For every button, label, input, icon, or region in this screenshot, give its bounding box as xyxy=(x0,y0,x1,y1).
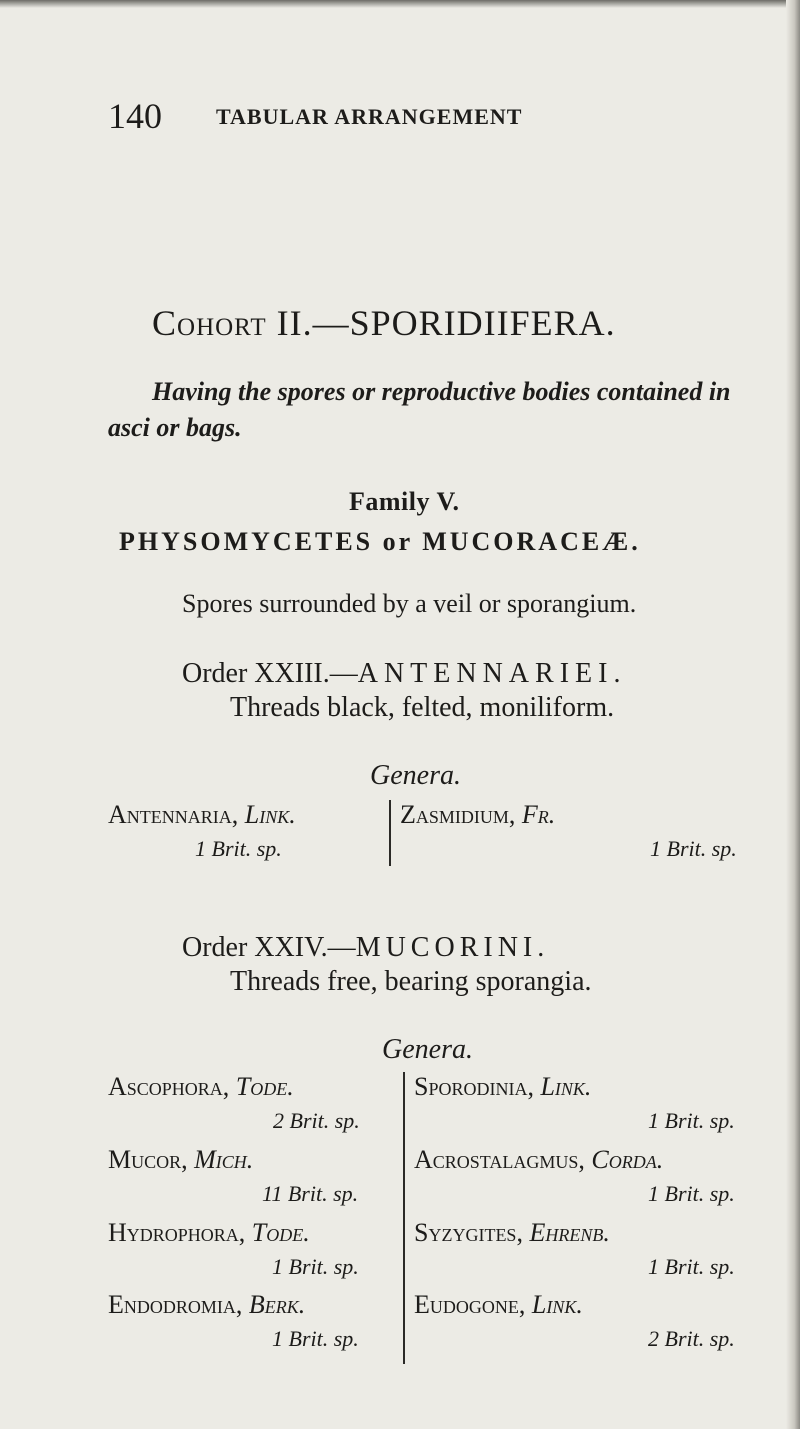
genus-count: 1 Brit. sp. xyxy=(650,836,737,861)
column-divider xyxy=(403,1072,405,1364)
genus-count: 1 Brit. sp. xyxy=(648,1181,735,1206)
family-label: Family V. xyxy=(349,487,460,516)
genus-name: Hydrophora, Tode. xyxy=(108,1218,310,1247)
order-xxiv-name: MUCORINI. xyxy=(355,932,550,963)
cohort-description-line1: Having the spores or reproductive bodies contained in xyxy=(152,377,731,406)
family-description: Spores surrounded by a veil or sporangium. xyxy=(182,589,637,618)
page-right-edge xyxy=(786,0,800,1429)
genus-count: 11 Brit. sp. xyxy=(262,1181,359,1206)
order-xxiii-name: ANTENNARIEI. xyxy=(357,658,627,689)
genus-count: 1 Brit. sp. xyxy=(648,1254,735,1279)
genus-name: Endodromia, Berk. xyxy=(108,1290,306,1319)
genus-name: Zasmidium, Fr. xyxy=(400,800,556,829)
order-xxiv-description: Threads free, bearing sporangia. xyxy=(230,966,592,997)
order-xxiv-prefix: Order XXIV.— xyxy=(182,932,356,963)
family-names: PHYSOMYCETES or MUCORACEÆ. xyxy=(119,527,641,556)
genus-name: Acrostalagmus, Corda. xyxy=(414,1145,664,1174)
genus-count: 1 Brit. sp. xyxy=(648,1108,735,1133)
genus-count: 1 Brit. sp. xyxy=(272,1254,359,1279)
running-title: TABULAR ARRANGEMENT xyxy=(216,104,523,129)
genus-count: 1 Brit. sp. xyxy=(195,836,282,861)
genus-name: Mucor, Mich. xyxy=(108,1145,254,1174)
genus-name: Syzygites, Ehrenb. xyxy=(414,1218,610,1247)
genus-count: 2 Brit. sp. xyxy=(273,1108,360,1133)
genus-name: Eudogone, Link. xyxy=(414,1290,583,1319)
order-xxiii-prefix: Order XXIII.— xyxy=(182,658,358,689)
genus-name: Sporodinia, Link. xyxy=(414,1072,592,1101)
order-xxiii-genera-label: Genera. xyxy=(370,760,461,791)
cohort-title: Cohort II.—SPORIDIIFERA. xyxy=(152,303,616,343)
page-number: 140 xyxy=(108,96,162,136)
order-xxiii-heading xyxy=(182,658,626,690)
genus-name: Antennaria, Link. xyxy=(108,800,296,829)
genus-count: 2 Brit. sp. xyxy=(648,1326,735,1351)
page-top-edge xyxy=(0,0,800,8)
order-xxiv-heading xyxy=(182,932,549,964)
genus-count: 1 Brit. sp. xyxy=(272,1326,359,1351)
column-divider xyxy=(389,800,391,866)
order-xxiv-genera-label: Genera. xyxy=(382,1034,473,1065)
order-xxiii-description: Threads black, felted, moniliform. xyxy=(230,692,615,723)
cohort-description-line2: asci or bags. xyxy=(108,413,242,442)
genus-name: Ascophora, Tode. xyxy=(108,1072,294,1101)
